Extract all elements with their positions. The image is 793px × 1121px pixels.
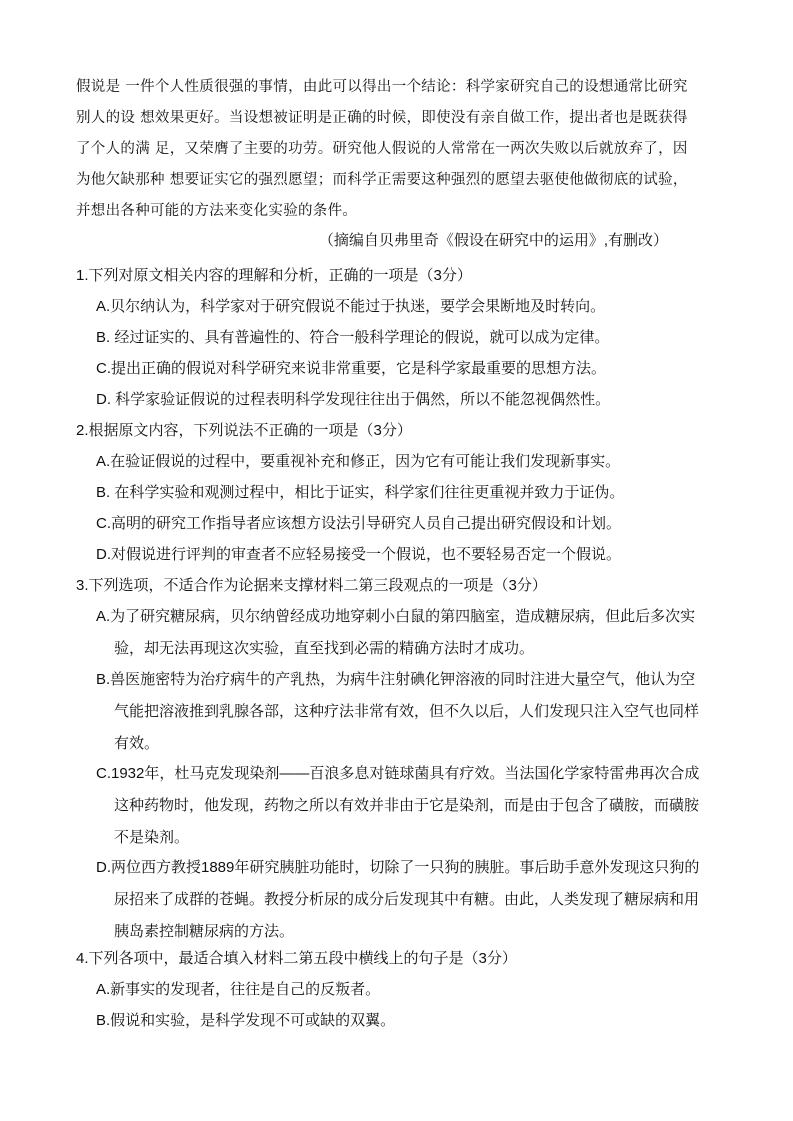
option-text: 气能把溶液推到乳腺各部，这种疗法非常有效，但不久以后，人们发现只注入空气也同样 — [114, 703, 700, 720]
passage-text — [76, 72, 730, 227]
option-text: 这种药物时，他发现，药物之所以有效并非由于它是染剂，而是由于包含了磺胺，而磺胺 — [114, 797, 700, 814]
question-3-option-a — [96, 601, 728, 665]
question-2-option-b — [96, 477, 728, 508]
question-4-option-a — [96, 974, 728, 1005]
option-text: A.新事实的发现者，往往是自己的反叛者。 — [96, 981, 381, 998]
question-2-option-d — [96, 539, 728, 570]
option-text: 尿招来了成群的苍蝇。教授分析尿的成分后发现其中有糖。由此，人类发现了糖尿病和用 — [114, 891, 700, 908]
question-1-option-d — [96, 384, 728, 415]
passage-line: 了个人的满 足，又荣膺了主要的功劳。研究他人假说的人常常在一两次失败以后就放弃了，因 — [76, 141, 688, 157]
passage-line: 假说是 一件个人性质很强的事情，由此可以得出一个结论：科学家研究自己的设想通常比研究 — [76, 79, 688, 95]
question-3-option-b — [96, 664, 728, 760]
passage-source: （摘编自贝弗里奇《假设在研究中的运用》,有删改） — [318, 232, 668, 249]
option-text: B.兽医施密特为治疗病牛的产乳热，为病牛注射碘化钾溶液的同时注进大量空气，他认为空 — [96, 671, 696, 688]
option-text: C.1932年，杜马克发现染剂——百浪多息对链球菌具有疗效。当法国化学家特雷弗再次合成 — [96, 765, 700, 782]
option-text: A.为了研究糖尿病，贝尔纳曾经成功地穿刺小白鼠的第四脑室，造成糖尿病，但此后多次实 — [96, 608, 696, 625]
question-3-option-c — [96, 758, 728, 854]
question-4-option-b — [96, 1005, 728, 1036]
question-1-option-c — [96, 353, 728, 384]
option-text: 有效。 — [114, 735, 160, 752]
option-text: B. 经过证实的、具有普遍性的、符合一般科学理论的假说，就可以成为定律。 — [96, 329, 610, 346]
option-text: 验，却无法再现这次实验，直至找到必需的精确方法时才成功。 — [114, 640, 535, 657]
question-1-stem: 1.下列对原文相关内容的理解和分析，正确的一项是（3分） — [76, 267, 472, 284]
option-text: B. 在科学实验和观测过程中，相比于证实，科学家们往往更重视并致力于证伪。 — [96, 484, 625, 501]
question-1-option-a — [96, 291, 728, 322]
passage-line: 别人的设 想效果更好。当设想被证明是正确的时候，即使没有亲自做工作，提出者也是既获得 — [76, 110, 688, 126]
option-text: D. 科学家验证假说的过程表明科学发现往往出于偶然，所以不能忽视偶然性。 — [96, 391, 611, 408]
option-text: D.两位西方教授1889年研究胰脏功能时，切除了一只狗的胰脏。事后助手意外发现这只狗的 — [96, 859, 700, 876]
question-2-stem: 2.根据原文内容，下列说法不正确的一项是（3分） — [76, 422, 412, 439]
question-3-stem: 3.下列选项，不适合作为论据来支撑材料二第三段观点的一项是（3分） — [76, 577, 547, 594]
passage-line: 并想出各种可能的方法来变化实验的条件。 — [76, 203, 358, 219]
question-4-stem: 4.下列各项中，最适合填入材料二第五段中横线上的句子是（3分） — [76, 950, 517, 967]
option-text: B.假说和实验，是科学发现不可或缺的双翼。 — [96, 1012, 396, 1029]
question-3-option-d — [96, 852, 728, 948]
question-1-option-b — [96, 322, 728, 353]
option-text: 不是染剂。 — [114, 829, 190, 846]
question-2-option-c — [96, 508, 728, 539]
option-text: D.对假说进行评判的审查者不应轻易接受一个假说，也不要轻易否定一个假说。 — [96, 546, 622, 563]
question-2-option-a — [96, 446, 728, 477]
option-text: C.提出正确的假说对科学研究来说非常重要，它是科学家最重要的思想方法。 — [96, 360, 607, 377]
option-text: 胰岛素控制糖尿病的方法。 — [114, 923, 295, 940]
option-text: C.高明的研究工作指导者应该想方设法引导研究人员自己提出研究假设和计划。 — [96, 515, 622, 532]
option-text: A.贝尔纳认为，科学家对于研究假说不能过于执迷，要学会果断地及时转向。 — [96, 298, 606, 315]
option-text: A.在验证假说的过程中，要重视补充和修正，因为它有可能让我们发现新事实。 — [96, 453, 621, 470]
passage-line: 为他欠缺那种 想要证实它的强烈愿望；而科学正需要这种强烈的愿望去驱使他做彻底的试验， — [76, 172, 688, 188]
